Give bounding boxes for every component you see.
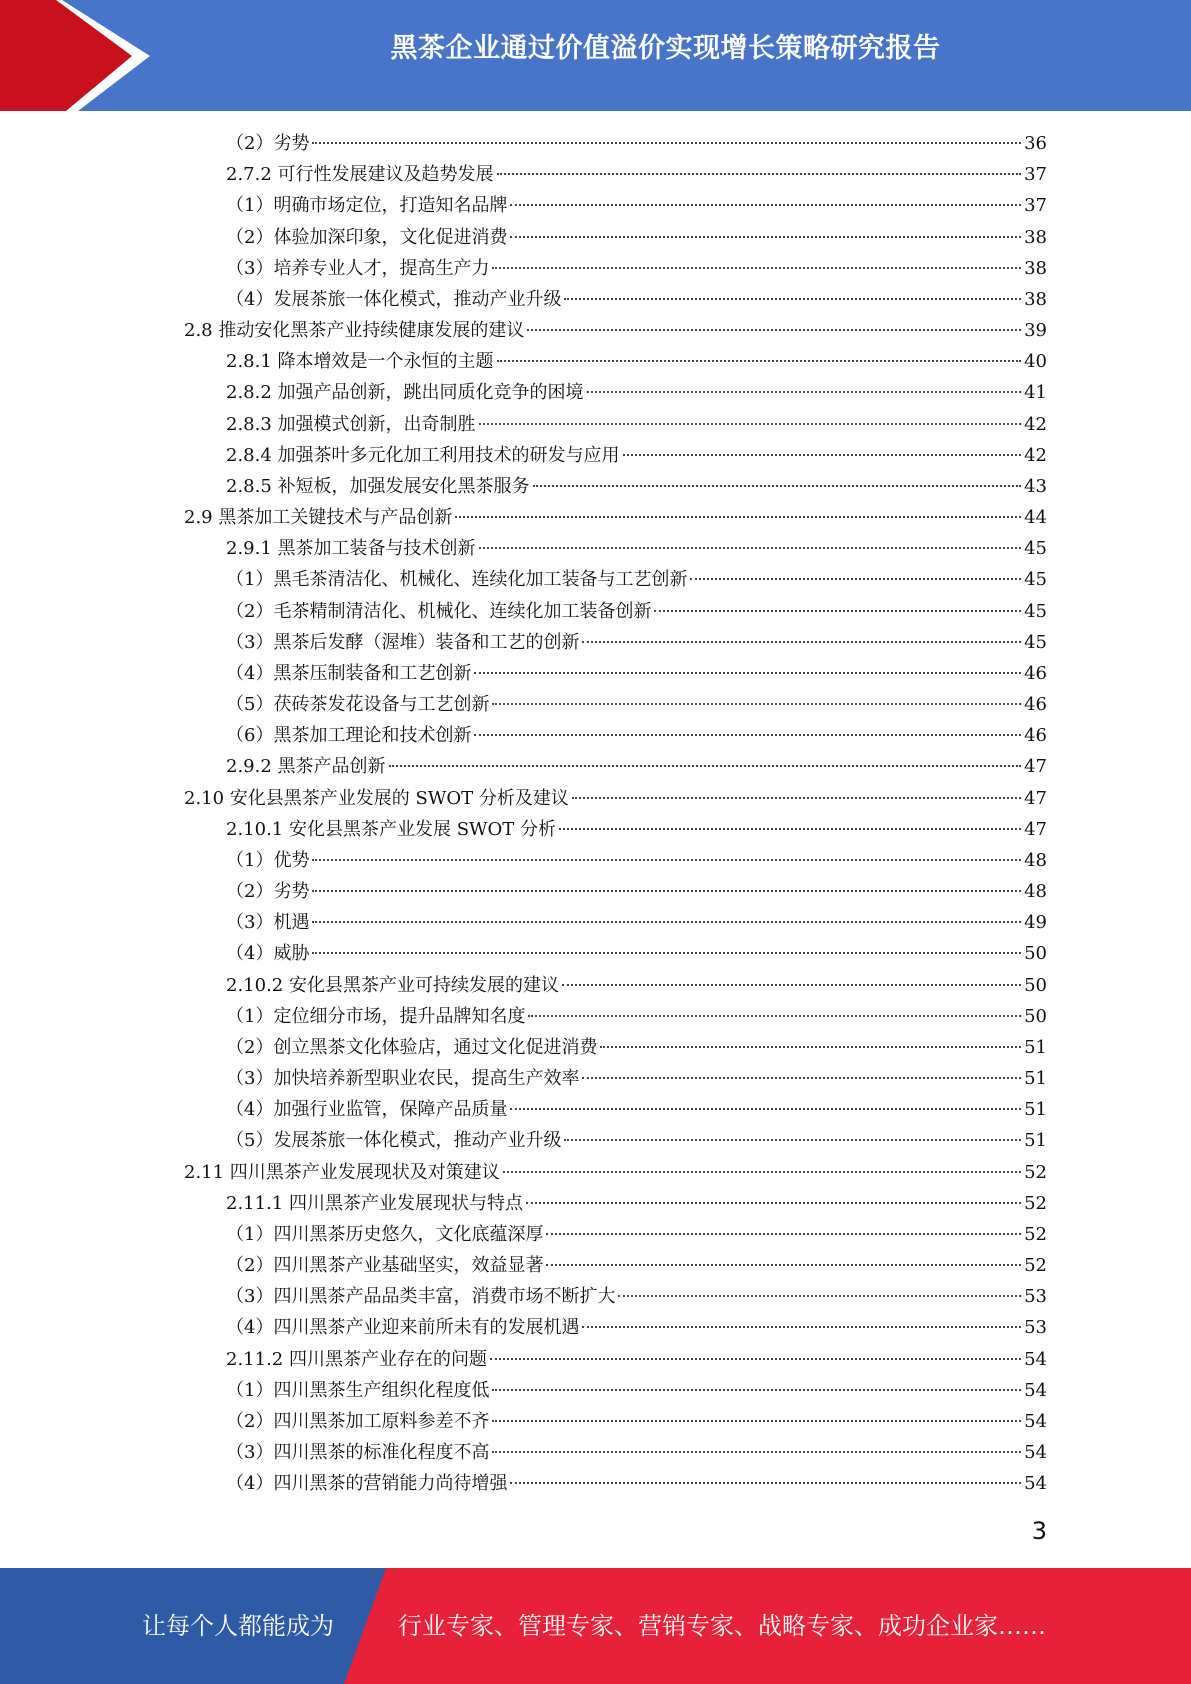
toc-entry-title: （2）四川黑茶加工原料参差不齐 (226, 1410, 490, 1432)
toc-entry-title: （2）创立黑茶文化体验店，通过文化促进消费 (226, 1036, 598, 1058)
toc-dot-leader (492, 1451, 1021, 1453)
toc-entry-page: 52 (1024, 1255, 1047, 1277)
footer-slogan-right: 行业专家、管理专家、营销专家、战略专家、成功企业家…… (398, 1612, 1046, 1640)
toc-entry-page: 45 (1024, 600, 1047, 622)
toc-dot-leader (479, 547, 1022, 549)
toc-dot-leader (618, 1295, 1021, 1297)
toc-entry[interactable] (184, 1157, 1047, 1188)
toc-entry-title: 2.8.5 补短板，加强发展安化黑茶服务 (226, 475, 530, 497)
toc-entry-page: 38 (1024, 257, 1047, 279)
toc-dot-leader (572, 797, 1021, 799)
toc-entry[interactable] (226, 970, 1047, 1001)
toc-entry-page: 50 (1024, 943, 1047, 965)
toc-entry-page: 53 (1024, 1317, 1047, 1339)
toc-entry-title: 2.10.1 安化县黑茶产业发展 SWOT 分析 (226, 818, 557, 840)
toc-entry-page: 54 (1024, 1473, 1047, 1495)
toc-entry[interactable] (226, 471, 1047, 502)
toc-entry[interactable] (226, 814, 1047, 845)
toc-entry-title: （2）体验加深印象，文化促进消费 (226, 226, 508, 248)
toc-entry-title: （2）毛茶精制清洁化、机械化、连续化加工装备创新 (226, 600, 652, 622)
toc-entry-title: （3）加快培养新型职业农民，提高生产效率 (226, 1068, 580, 1090)
toc-entry-page: 47 (1024, 756, 1047, 778)
toc-dot-leader (312, 952, 1021, 954)
toc-entry[interactable] (226, 377, 1047, 408)
toc-entry[interactable] (226, 564, 1047, 595)
toc-dot-leader (312, 921, 1021, 923)
toc-entry-title: （3）培养专业人才，提高生产力 (226, 257, 490, 279)
toc-dot-leader (528, 1015, 1021, 1017)
toc-entry-title: 2.8 推动安化黑茶产业持续健康发展的建议 (184, 320, 525, 342)
toc-entry-title: （3）四川黑茶产品品类丰富，消费市场不断扩大 (226, 1286, 616, 1308)
toc-entry-page: 52 (1024, 1161, 1047, 1183)
toc-entry-title: （5）茯砖茶发花设备与工艺创新 (226, 694, 490, 716)
toc-entry-title: （1）明确市场定位，打造知名品牌 (226, 195, 508, 217)
toc-entry-title: 2.8.2 加强产品创新，跳出同质化竞争的困境 (226, 382, 584, 404)
toc-entry-title: 2.7.2 可行性发展建议及趋势发展 (226, 164, 494, 186)
toc-entry-page: 51 (1024, 1099, 1047, 1121)
toc-dot-leader (562, 984, 1021, 986)
toc-entry-title: （3）黑茶后发酵（渥堆）装备和工艺的创新 (226, 631, 580, 653)
toc-dot-leader (582, 1326, 1021, 1328)
toc-dot-leader (492, 703, 1021, 705)
footer-slogan-left: 让每个人都能成为 (142, 1612, 334, 1640)
footer-banner (0, 1568, 1191, 1684)
toc-entry-page: 47 (1024, 818, 1047, 840)
toc-entry[interactable] (226, 346, 1047, 377)
toc-entry-title: 2.8.3 加强模式创新，出奇制胜 (226, 413, 476, 435)
toc-entry-page: 47 (1024, 787, 1047, 809)
toc-entry[interactable] (184, 315, 1047, 346)
toc-entry-title: （4）威胁 (226, 943, 310, 965)
toc-entry-page: 54 (1024, 1442, 1047, 1464)
toc-entry[interactable] (226, 1063, 1047, 1094)
toc-entry-page: 37 (1024, 164, 1047, 186)
toc-entry-title: 2.10 安化县黑茶产业发展的 SWOT 分析及建议 (184, 787, 569, 809)
toc-entry-page: 42 (1024, 444, 1047, 466)
toc-entry-page: 45 (1024, 631, 1047, 653)
toc-entry-title: 2.10.2 安化县黑茶产业可持续发展的建议 (226, 974, 559, 996)
toc-entry-title: （2）四川黑茶产业基础坚实，效益显著 (226, 1255, 544, 1277)
toc-entry-title: （4）四川黑茶产业迎来前所未有的发展机遇 (226, 1317, 580, 1339)
toc-entry[interactable] (226, 689, 1047, 720)
toc-entry[interactable] (226, 1468, 1047, 1499)
toc-entry-page: 48 (1024, 849, 1047, 871)
toc-dot-leader (474, 672, 1021, 674)
toc-entry[interactable] (226, 720, 1047, 751)
toc-entry-title: （1）四川黑茶历史悠久，文化底蕴深厚 (226, 1223, 544, 1245)
toc-entry-page: 38 (1024, 288, 1047, 310)
toc-dot-leader (312, 859, 1021, 861)
toc-entry-title: （3）四川黑茶的标准化程度不高 (226, 1442, 490, 1464)
toc-dot-leader (455, 516, 1021, 518)
toc-entry-page: 54 (1024, 1379, 1047, 1401)
toc-entry[interactable] (226, 658, 1047, 689)
toc-entry-page: 51 (1024, 1036, 1047, 1058)
toc-entry[interactable] (184, 783, 1047, 814)
toc-entry-page: 43 (1024, 475, 1047, 497)
toc-entry-page: 44 (1024, 507, 1047, 529)
toc-entry[interactable] (226, 190, 1047, 221)
toc-entry-page: 41 (1024, 382, 1047, 404)
toc-entry-page: 46 (1024, 662, 1047, 684)
toc-dot-leader (312, 142, 1021, 144)
toc-entry-title: 2.9.1 黑茶加工装备与技术创新 (226, 538, 476, 560)
toc-entry-page: 54 (1024, 1410, 1047, 1432)
toc-entry-title: 2.9 黑茶加工关键技术与产品创新 (184, 507, 453, 529)
toc-entry-page: 46 (1024, 725, 1047, 747)
toc-entry[interactable] (226, 938, 1047, 969)
toc-entry-title: （1）黑毛茶清洁化、机械化、连续化加工装备与工艺创新 (226, 569, 688, 591)
toc-entry-page: 50 (1024, 974, 1047, 996)
toc-entry[interactable] (226, 1375, 1047, 1406)
toc-entry[interactable] (226, 907, 1047, 938)
toc-dot-leader (600, 1046, 1021, 1048)
toc-entry-title: （2）劣势 (226, 133, 310, 154)
toc-entry-title: （1）定位细分市场，提升品牌知名度 (226, 1005, 526, 1027)
toc-dot-leader (492, 1420, 1021, 1422)
toc-dot-leader (564, 1139, 1021, 1141)
toc-entry[interactable] (226, 1344, 1047, 1375)
toc-entry[interactable] (226, 1219, 1047, 1250)
toc-dot-leader (510, 1108, 1021, 1110)
toc-entry[interactable] (226, 1001, 1047, 1032)
toc-dot-leader (587, 391, 1022, 393)
toc-entry[interactable] (226, 284, 1047, 315)
toc-entry-page: 37 (1024, 195, 1047, 217)
toc-dot-leader (312, 890, 1021, 892)
toc-entry-title: （5）发展茶旅一体化模式，推动产业升级 (226, 1130, 562, 1152)
toc-entry-title: 2.11.2 四川黑茶产业存在的问题 (226, 1348, 487, 1370)
toc-entry-page: 38 (1024, 226, 1047, 248)
toc-entry[interactable] (226, 596, 1047, 627)
toc-entry[interactable] (226, 1250, 1047, 1281)
toc-dot-leader (497, 360, 1022, 362)
toc-entry-title: （1）四川黑茶生产组织化程度低 (226, 1379, 490, 1401)
toc-entry-page: 39 (1024, 320, 1047, 342)
toc-entry-page: 46 (1024, 694, 1047, 716)
toc-entry-title: （6）黑茶加工理论和技术创新 (226, 725, 472, 747)
toc-dot-leader (510, 204, 1021, 206)
toc-dot-leader (546, 1264, 1021, 1266)
toc-dot-leader (510, 236, 1021, 238)
toc-dot-leader (510, 1482, 1021, 1484)
toc-entry-title: 2.8.1 降本增效是一个永恒的主题 (226, 351, 494, 373)
header-red-arrow-icon (0, 0, 150, 111)
toc-entry-page: 52 (1024, 1223, 1047, 1245)
toc-entry[interactable] (226, 845, 1047, 876)
toc-entry-page: 53 (1024, 1286, 1047, 1308)
toc-entry-title: （3）机遇 (226, 912, 310, 934)
toc-entry-page: 48 (1024, 881, 1047, 903)
toc-entry-page: 54 (1024, 1348, 1047, 1370)
toc-entry[interactable] (226, 751, 1047, 782)
toc-dot-leader (546, 1233, 1021, 1235)
toc-entry-title: （4）加强行业监管，保障产品质量 (226, 1099, 508, 1121)
toc-dot-leader (559, 828, 1021, 830)
toc-entry[interactable] (226, 128, 1047, 159)
toc-entry-page: 50 (1024, 1005, 1047, 1027)
toc-entry-page: 45 (1024, 569, 1047, 591)
toc-dot-leader (654, 610, 1021, 612)
toc-entry-page: 40 (1024, 351, 1047, 373)
toc-dot-leader (474, 734, 1021, 736)
toc-entry-title: （4）发展茶旅一体化模式，推动产业升级 (226, 288, 562, 310)
toc-entry[interactable] (226, 440, 1047, 471)
toc-dot-leader (497, 173, 1022, 175)
header-banner (0, 0, 1191, 111)
toc-dot-leader (527, 329, 1021, 331)
toc-entry-page: 51 (1024, 1068, 1047, 1090)
toc-entry-page: 42 (1024, 413, 1047, 435)
toc-entry[interactable] (226, 1094, 1047, 1125)
toc-entry[interactable] (226, 876, 1047, 907)
toc-entry[interactable] (226, 627, 1047, 658)
toc-entry-title: 2.8.4 加强茶叶多元化加工利用技术的研发与应用 (226, 444, 620, 466)
toc-entry[interactable] (226, 159, 1047, 190)
toc-dot-leader (582, 1077, 1021, 1079)
toc-entry[interactable] (226, 1188, 1047, 1219)
toc-dot-leader (503, 1171, 1021, 1173)
toc-entry-title: 2.11.1 四川黑茶产业发展现状与特点 (226, 1192, 523, 1214)
toc-entry[interactable] (226, 222, 1047, 253)
toc-dot-leader (492, 267, 1021, 269)
report-title: 黑茶企业通过价值溢价实现增长策略研究报告 (390, 33, 941, 64)
toc-dot-leader (690, 578, 1021, 580)
toc-entry-page: 49 (1024, 912, 1047, 934)
toc-entry[interactable] (226, 1406, 1047, 1437)
toc-entry[interactable] (226, 1312, 1047, 1343)
toc-entry-page: 52 (1024, 1192, 1047, 1214)
toc-dot-leader (526, 1202, 1021, 1204)
toc-dot-leader (564, 298, 1021, 300)
toc-dot-leader (389, 765, 1022, 767)
toc-entry[interactable] (184, 502, 1047, 533)
toc-entry[interactable] (226, 409, 1047, 440)
toc-dot-leader (582, 641, 1021, 643)
toc-dot-leader (623, 454, 1022, 456)
toc-dot-leader (533, 485, 1022, 487)
toc-entry[interactable] (226, 1281, 1047, 1312)
toc-entry-title: （2）劣势 (226, 881, 310, 903)
toc-entry-title: （4）四川黑茶的营销能力尚待增强 (226, 1473, 508, 1495)
toc-entry-page: 36 (1024, 133, 1047, 154)
toc-entry[interactable] (226, 1125, 1047, 1156)
toc-entry[interactable] (226, 533, 1047, 564)
toc-entry-title: 2.9.2 黑茶产品创新 (226, 756, 386, 778)
toc-entry[interactable] (226, 253, 1047, 284)
toc-entry-title: 2.11 四川黑茶产业发展现状及对策建议 (184, 1161, 500, 1183)
toc-entry-page: 51 (1024, 1130, 1047, 1152)
toc-entry-title: （4）黑茶压制装备和工艺创新 (226, 662, 472, 684)
toc-entry[interactable] (226, 1437, 1047, 1468)
toc-entry-title: （1）优势 (226, 849, 310, 871)
toc-entry-page: 45 (1024, 538, 1047, 560)
toc-dot-leader (479, 423, 1022, 425)
page-number: 3 (1031, 1517, 1047, 1545)
toc-entry[interactable] (226, 1032, 1047, 1063)
toc-dot-leader (490, 1358, 1021, 1360)
toc-dot-leader (492, 1389, 1021, 1391)
